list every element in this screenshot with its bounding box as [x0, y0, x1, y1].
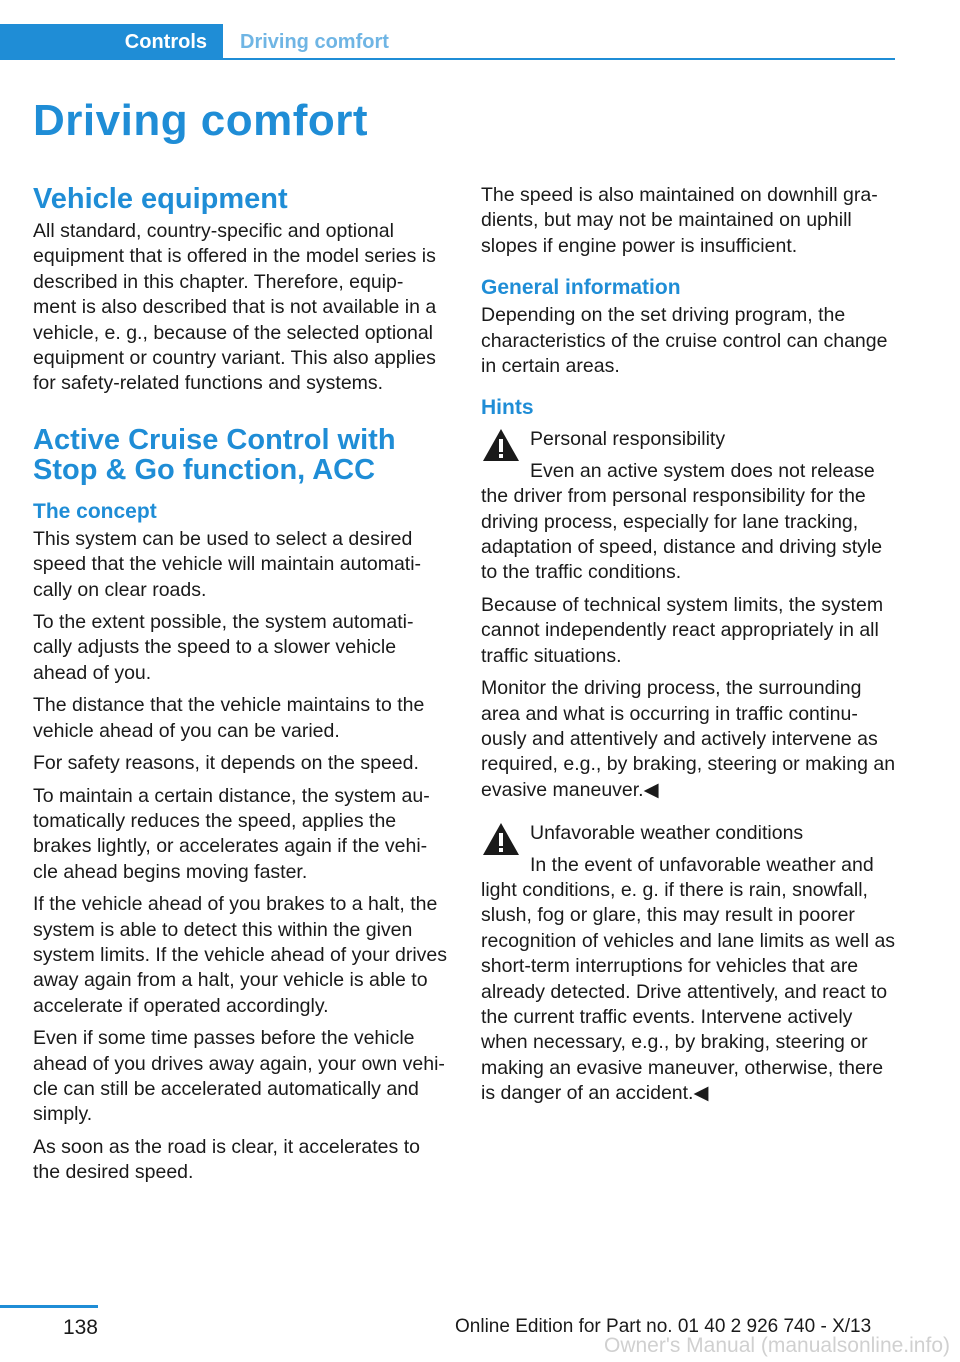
paragraph: If the vehicle ahead of you brakes to a halt, the system is able to detect this within the given system limits. If the vehicle ahead of your drives away again from a halt, your vehicle is able to accelerate if operated accordingly. [33, 893, 448, 1017]
warning-title: Personal responsibility [530, 428, 726, 451]
right-column [481, 183, 899, 1114]
paragraph-general-information: Depending on the set driving program, the characteristics of the cruise control can change in certain areas. [481, 304, 888, 378]
heading-hints: Hints [481, 396, 534, 420]
paragraph: To the extent possible, the system automati‐ cally adjusts the speed to a slower vehicle ahead of you. [33, 611, 414, 684]
warning-triangle-icon [481, 427, 521, 463]
paragraph: Monitor the driving process, the surrounding area and what is occurring in traffic continu‐ ously and attentively and actively intervene as required, e.g., by braking, steering or making an evasive maneuver.◀ [481, 677, 896, 801]
tab-controls[interactable]: Controls [0, 24, 223, 60]
heading-general-information: General information [481, 276, 681, 300]
header-rule [223, 58, 895, 60]
paragraph: Because of technical system limits, the system cannot independently react appropriately in all traffic situations. [481, 593, 884, 667]
warning-triangle-icon [481, 821, 521, 857]
paragraph: To maintain a certain distance, the system au‐ tomatically reduces the speed, applies the brakes lightly, or accelerates again if the vehi‐ cle ahead begins moving faster. [33, 784, 430, 883]
warning-text: Even an active system does not release the driver from personal responsibility for the driving process, especially for lane tracking, adaptation of speed, distance and driving style to the traffic conditions. [481, 459, 883, 584]
tab-driving-comfort[interactable]: Driving comfort [240, 30, 389, 53]
warning-weather-conditions [481, 821, 899, 1106]
warning-personal-responsibility [481, 427, 899, 803]
edition-footer: Online Edition for Part no. 01 40 2 926 740 - X/13 [455, 1316, 872, 1337]
heading-acc: Active Cruise Control with Stop & Go function, ACC [33, 423, 396, 486]
heading-vehicle-equipment: Vehicle equipment [33, 183, 288, 215]
left-column [33, 183, 451, 1193]
warning-text: In the event of unfavorable weather and light conditions, e. g. if there is rain, snowfall, slush, fog or glare, this may result in poorer recognition of vehicles and lane limits as well as short-term interruptions for vehicles that are already detected. Drive attentively, and react to the current traffic events. Intervene actively when necessary, e.g., by braking, steering or making an evasive maneuver, otherwise, there is danger of an accident.◀ [481, 853, 896, 1105]
header-tabbar [0, 24, 895, 62]
page-title: Driving comfort [33, 96, 369, 145]
heading-the-concept: The concept [33, 499, 157, 523]
paragraph-vehicle-equipment: All standard, country-specific and optional equipment that is offered in the model series is described in this chapter. Therefore, equip‐ ment is also described that is not available in a vehicle, e. g., because of the selected optional equipment or country variant. This also applies for safety-related functions and systems. [33, 220, 437, 395]
paragraph: Even if some time passes before the vehicle ahead of you drives away again, your own vehi‐ cle can still be accelerated automatically and simply. [33, 1027, 445, 1126]
page-number: 138 [62, 1316, 98, 1339]
page-number-rule [0, 1305, 98, 1308]
paragraph: As soon as the road is clear, it accelerates to the desired speed. [33, 1135, 420, 1184]
watermark: Owner's Manual (manualsonline.info) [603, 1334, 950, 1357]
paragraph: The distance that the vehicle maintains to the vehicle ahead of you can be varied. [33, 694, 425, 742]
paragraph: For safety reasons, it depends on the speed. [33, 752, 419, 775]
paragraph: This system can be used to select a desired speed that the vehicle will maintain automati‐ cally on clear roads. [33, 527, 422, 601]
paragraph-downhill: The speed is also maintained on downhill gra‐ dients, but may not be maintained on uphill slopes if engine power is insufficient. [481, 184, 878, 257]
warning-title: Unfavorable weather conditions [530, 822, 804, 845]
